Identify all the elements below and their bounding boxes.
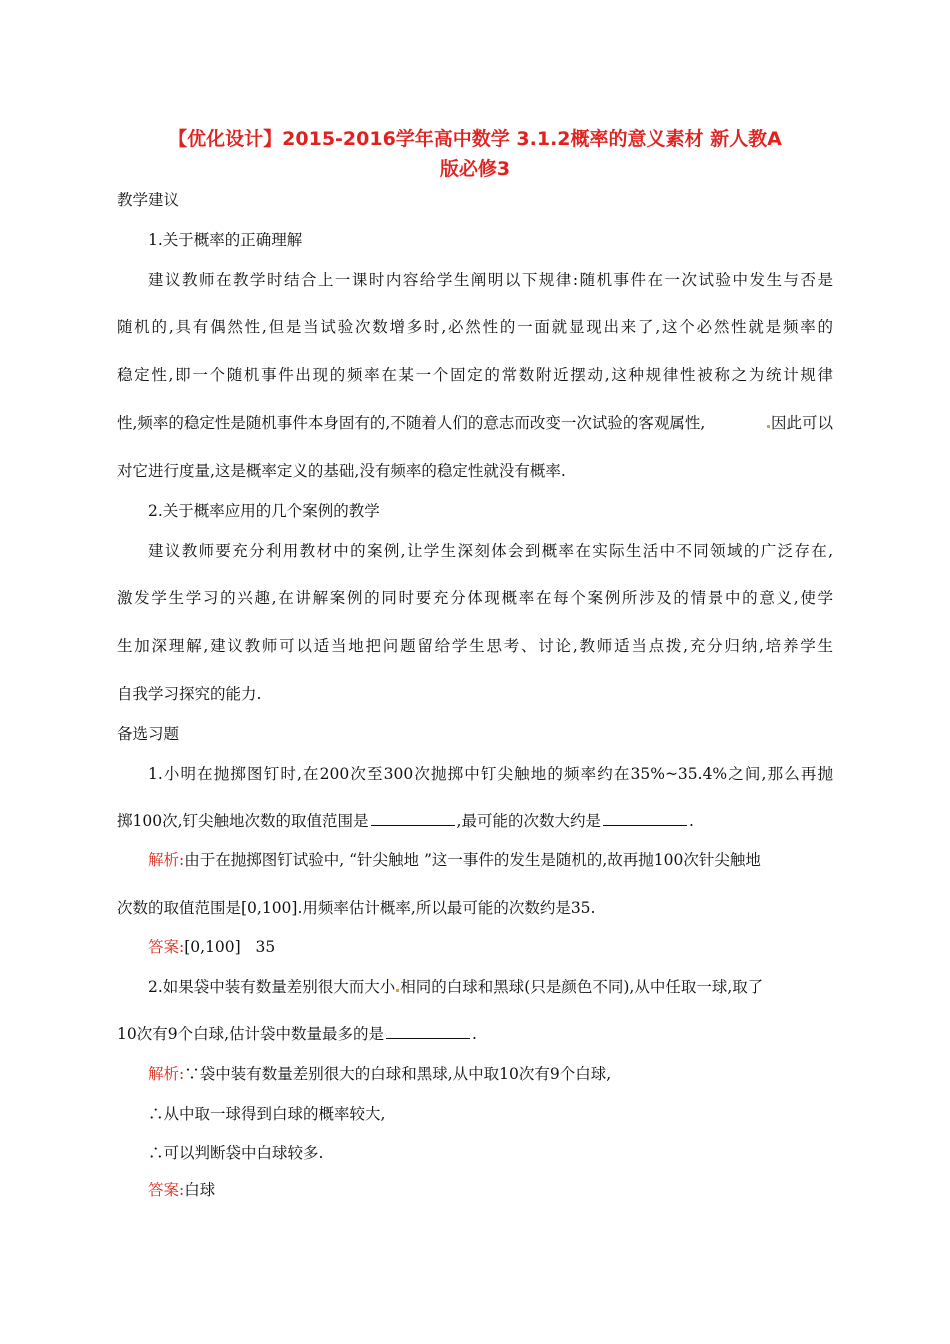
question-1-answer	[148, 935, 833, 957]
question-text: 掷100次,钉尖触地次数的取值范围是	[117, 812, 369, 830]
question-2-answer	[148, 1178, 833, 1200]
question-1-line-2	[117, 809, 833, 831]
paragraph-fragment: 性,频率的稳定性是随机事件本身固有的,不随着人们的意志而改变一次试验的客观属性,	[117, 414, 706, 432]
paragraph-line: 稳定性,即一个随机事件出现的频率在某一个固定的常数附近摆动,这种规律性被称之为统计规律	[117, 366, 833, 384]
question-text: 10次有9个白球,估计袋中数量最多的是	[117, 1025, 385, 1043]
question-text: 相同的白球和黑球(只是颜色不同),从中任取一球,取了	[400, 978, 764, 996]
question-1-analysis	[148, 848, 833, 870]
paragraph-line	[117, 411, 833, 433]
section-heading-exercises: 备选习题	[117, 725, 180, 743]
question-2-line-2	[117, 1022, 833, 1044]
question-1-analysis-line-2: 次数的取值范围是[0,100].用频率估计概率,所以最可能的次数约是35.	[117, 899, 596, 917]
paragraph-fragment: 因此可以	[770, 414, 833, 432]
question-text: ,最可能的次数大约是	[456, 812, 601, 830]
question-2-analysis-line-3: ∴可以判断袋中白球较多.	[148, 1144, 324, 1162]
paragraph-line: 生加深理解,建议教师可以适当地把问题留给学生思考、讨论,教师适当点拨,充分归纳,培养学生	[117, 637, 833, 655]
analysis-text: 由于在抛掷图钉试验中, “针尖触地 ”这一事件的发生是随机的,故再抛100次针尖触地	[184, 851, 761, 869]
question-text: .	[688, 812, 694, 830]
answer-text: 白球	[184, 1181, 216, 1199]
question-2-analysis-line-2: ∴从中取一球得到白球的概率较大,	[148, 1105, 386, 1123]
paragraph-line: 激发学生学习的兴趣,在讲解案例的同时要充分体现概率在每个案例所涉及的情景中的意义,使学	[117, 589, 833, 607]
question-2-analysis	[148, 1062, 833, 1084]
question-text: 2.如果袋中装有数量差别很大而大小	[148, 978, 396, 996]
title-line-2: 版必修3	[439, 158, 511, 180]
paragraph-line: 建议教师要充分利用教材中的案例,让学生深刻体会到概率在实际生活中不同领域的广泛存在,	[148, 542, 833, 560]
paragraph-line: 自我学习探究的能力.	[117, 685, 262, 703]
answer-label: 答案:	[148, 938, 185, 956]
analysis-label: 解析:	[148, 851, 185, 869]
stray-dot	[396, 989, 399, 992]
answer-text: [0,100] 35	[184, 938, 276, 956]
stray-dot	[767, 425, 770, 428]
question-1-line-1: 1.小明在抛掷图钉时,在200次至300次抛掷中钉尖触地的频率约在35%~35.4%之间,那么再抛	[148, 765, 833, 783]
paragraph-line: 建议教师在教学时结合上一课时内容给学生阐明以下规律:随机事件在一次试验中发生与否是	[148, 271, 833, 289]
question-text: .	[472, 1025, 477, 1043]
title-line-1: 【优化设计】2015-2016学年高中数学 3.1.2概率的意义素材 新人教A	[168, 128, 782, 150]
document-title	[100, 124, 850, 184]
answer-blank	[603, 824, 687, 826]
item-2-title: 2.关于概率应用的几个案例的教学	[148, 502, 380, 520]
paragraph-line: 随机的,具有偶然性,但是当试验次数增多时,必然性的一面就显现出来了,这个必然性就是频率的	[117, 318, 833, 336]
analysis-label: 解析:	[148, 1065, 185, 1083]
answer-label: 答案:	[148, 1181, 185, 1199]
section-heading-teaching: 教学建议	[117, 191, 180, 209]
analysis-text: ∵袋中装有数量差别很大的白球和黑球,从中取10次有9个白球,	[184, 1065, 612, 1083]
question-2-line-1	[148, 975, 833, 997]
answer-blank	[386, 1037, 470, 1039]
item-1-title: 1.关于概率的正确理解	[148, 231, 303, 249]
answer-blank	[371, 824, 455, 826]
paragraph-line: 对它进行度量,这是概率定义的基础,没有频率的稳定性就没有概率.	[117, 462, 566, 480]
